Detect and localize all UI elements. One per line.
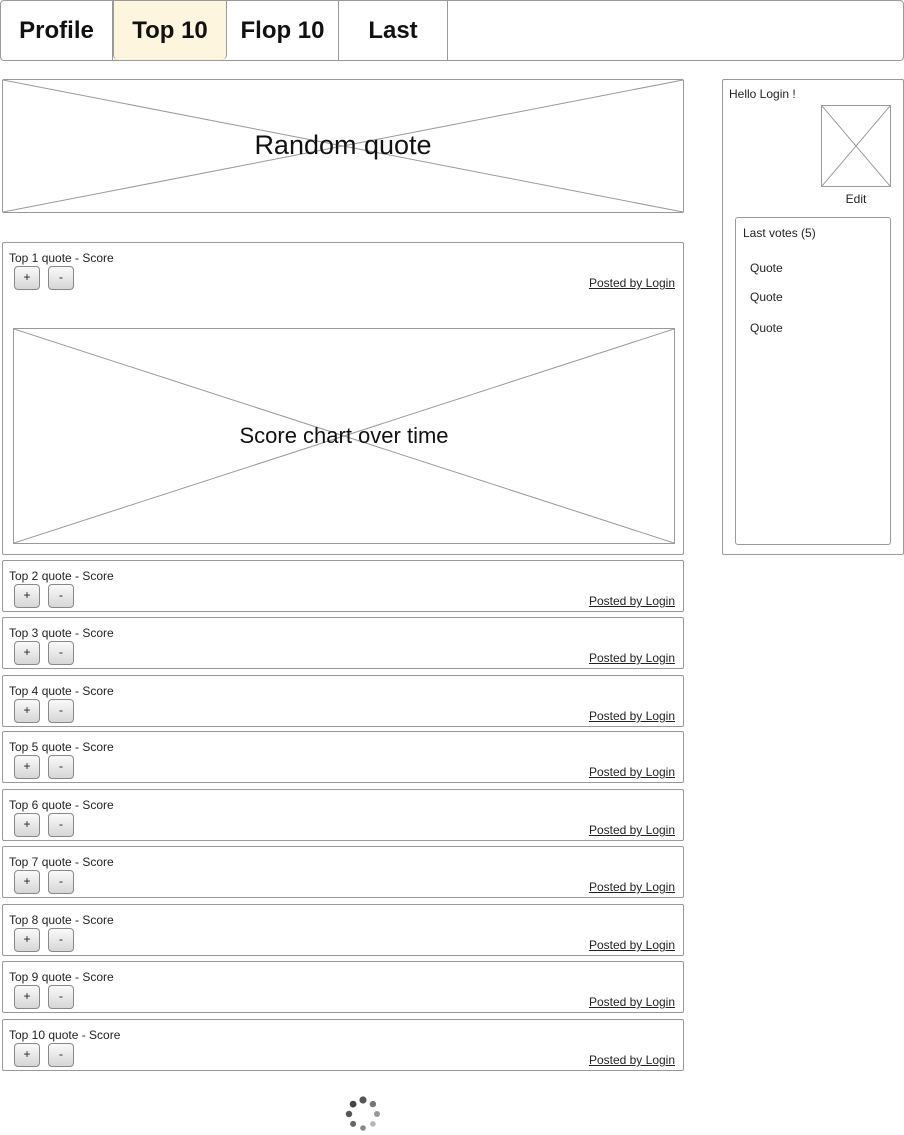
tab-last[interactable]: Last — [339, 1, 448, 60]
upvote-button[interactable]: + — [14, 928, 40, 952]
quote-card-4 — [2, 675, 684, 727]
posted-by-link[interactable]: Posted by Login — [588, 594, 675, 608]
last-vote-item[interactable]: Quote — [750, 321, 783, 335]
quote-card-1 — [2, 242, 684, 555]
tab-flop-10[interactable]: Flop 10 — [227, 1, 339, 60]
downvote-button[interactable]: - — [48, 1043, 74, 1067]
quote-card-10 — [2, 1019, 684, 1071]
quote-title: Top 9 quote - Score — [9, 970, 114, 984]
posted-by-link[interactable]: Posted by Login — [588, 709, 675, 723]
downvote-button[interactable]: - — [48, 641, 74, 665]
quote-title: Top 8 quote - Score — [9, 913, 114, 927]
quote-title: Top 1 quote - Score — [9, 251, 114, 265]
last-votes-panel — [735, 217, 891, 545]
quote-card-2 — [2, 560, 684, 612]
main-tab-bar — [0, 0, 904, 61]
tab-profile[interactable]: Profile — [1, 1, 113, 60]
quote-card-7 — [2, 846, 684, 898]
quote-title: Top 2 quote - Score — [9, 569, 114, 583]
random-quote-label: Random quote — [254, 130, 432, 160]
quote-title: Top 7 quote - Score — [9, 855, 114, 869]
random-quote-panel — [2, 79, 684, 213]
upvote-button[interactable]: + — [14, 870, 40, 894]
quote-card-5 — [2, 731, 684, 783]
upvote-button[interactable]: + — [14, 266, 40, 290]
tab-top-10[interactable]: Top 10 — [113, 1, 227, 60]
posted-by-link[interactable]: Posted by Login — [588, 651, 675, 665]
posted-by-link[interactable]: Posted by Login — [588, 276, 675, 290]
user-sidebar — [722, 79, 904, 555]
posted-by-link[interactable]: Posted by Login — [588, 938, 675, 952]
loading-spinner-icon — [343, 1094, 383, 1134]
downvote-button[interactable]: - — [48, 985, 74, 1009]
last-vote-item[interactable]: Quote — [750, 290, 783, 304]
score-chart-label: Score chart over time — [239, 423, 449, 448]
quote-title: Top 4 quote - Score — [9, 684, 114, 698]
upvote-button[interactable]: + — [14, 1043, 40, 1067]
quote-card-9 — [2, 961, 684, 1013]
quote-title: Top 6 quote - Score — [9, 798, 114, 812]
upvote-button[interactable]: + — [14, 755, 40, 779]
posted-by-link[interactable]: Posted by Login — [588, 823, 675, 837]
quote-card-8 — [2, 904, 684, 956]
downvote-button[interactable]: - — [48, 870, 74, 894]
downvote-button[interactable]: - — [48, 699, 74, 723]
avatar[interactable] — [821, 105, 891, 187]
upvote-button[interactable]: + — [14, 985, 40, 1009]
downvote-button[interactable]: - — [48, 928, 74, 952]
upvote-button[interactable]: + — [14, 584, 40, 608]
last-votes-title: Last votes (5) — [743, 226, 816, 240]
downvote-button[interactable]: - — [48, 755, 74, 779]
image-placeholder-icon — [822, 106, 890, 186]
quote-title: Top 5 quote - Score — [9, 740, 114, 754]
downvote-button[interactable]: - — [48, 584, 74, 608]
downvote-button[interactable]: - — [48, 813, 74, 837]
score-chart-placeholder — [13, 328, 675, 544]
greeting-text: Hello Login ! — [729, 87, 796, 101]
upvote-button[interactable]: + — [14, 699, 40, 723]
posted-by-link[interactable]: Posted by Login — [588, 1053, 675, 1067]
posted-by-link[interactable]: Posted by Login — [588, 765, 675, 779]
quote-title: Top 3 quote - Score — [9, 626, 114, 640]
edit-profile-link[interactable]: Edit — [845, 192, 867, 206]
quote-title: Top 10 quote - Score — [9, 1028, 121, 1042]
posted-by-link[interactable]: Posted by Login — [588, 880, 675, 894]
posted-by-link[interactable]: Posted by Login — [588, 995, 675, 1009]
last-vote-item[interactable]: Quote — [750, 261, 783, 275]
upvote-button[interactable]: + — [14, 641, 40, 665]
quote-card-6 — [2, 789, 684, 841]
upvote-button[interactable]: + — [14, 813, 40, 837]
quote-card-3 — [2, 617, 684, 669]
downvote-button[interactable]: - — [48, 266, 74, 290]
